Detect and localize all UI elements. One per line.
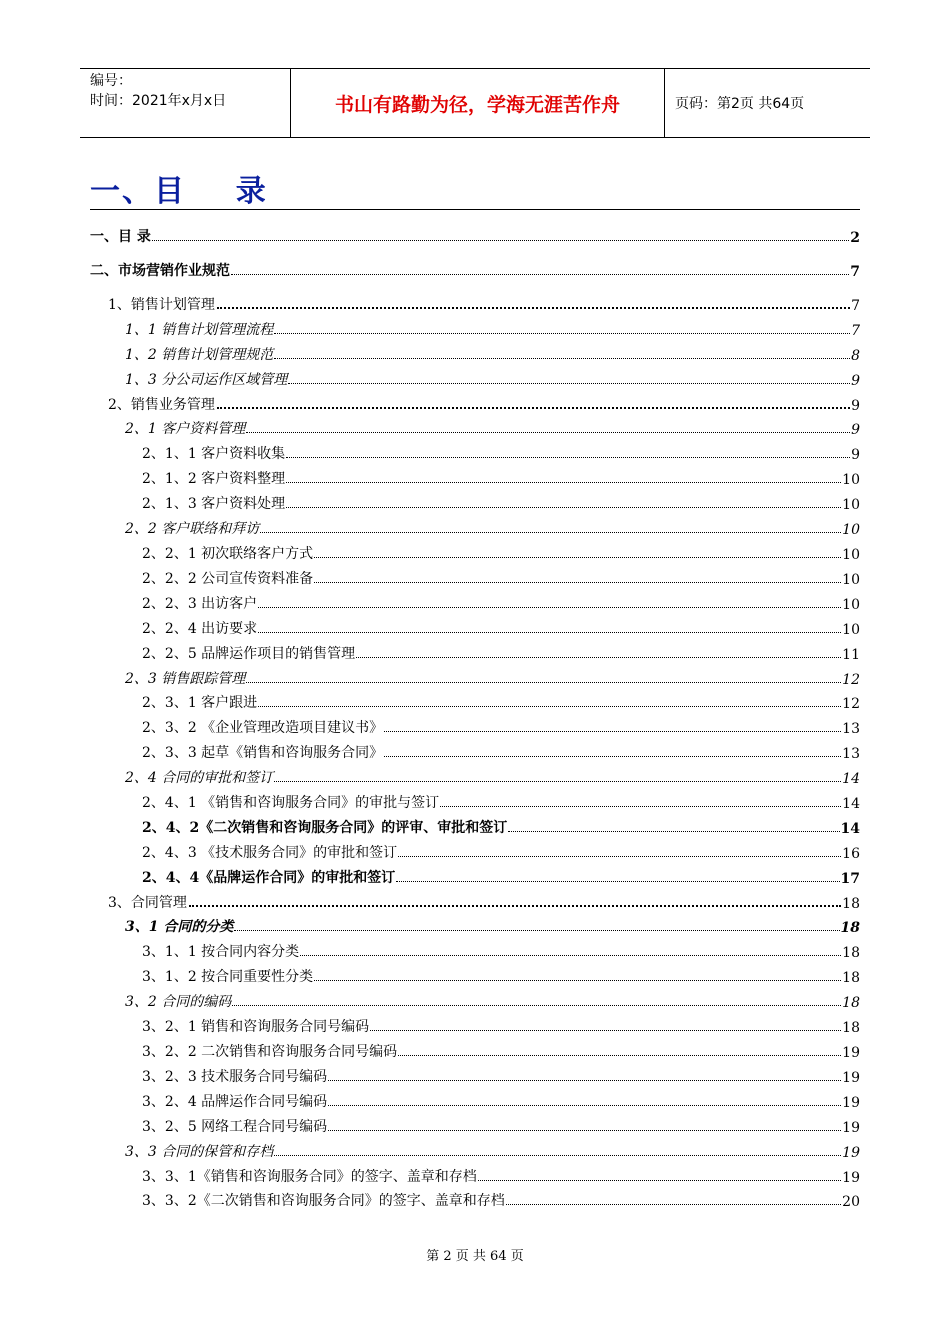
toc-entry-page: 18 xyxy=(840,920,860,936)
toc-entry-page: 18 xyxy=(842,995,860,1011)
toc-entry-page: 13 xyxy=(842,721,860,737)
toc-leader xyxy=(314,582,841,583)
toc-leader xyxy=(189,905,841,907)
toc-entry-page: 7 xyxy=(850,264,860,280)
toc-entry-page: 10 xyxy=(842,547,860,563)
toc-entry-page: 13 xyxy=(842,746,860,762)
toc-entry-text: 3、1 合同的分类 xyxy=(125,919,234,935)
toc-entry-page: 11 xyxy=(842,647,860,663)
toc-entry[interactable] xyxy=(142,489,860,513)
toc-leader xyxy=(152,240,849,241)
toc-entry-text: 2、1、1 客户资料收集 xyxy=(142,446,286,462)
toc-entry-page: 18 xyxy=(842,896,860,912)
toc-entry[interactable] xyxy=(108,888,860,912)
toc-entry-text: 2、2、5 品牌运作项目的销售管理 xyxy=(142,646,356,662)
toc-entry-text: 2、2 客户联络和拜访 xyxy=(125,521,260,537)
toc-leader xyxy=(258,607,841,608)
toc-leader xyxy=(356,657,841,658)
toc-entry-text: 2、1、3 客户资料处理 xyxy=(142,496,286,512)
toc-entry-text: 2、2、3 出访客户 xyxy=(142,596,258,612)
toc-leader xyxy=(508,831,839,832)
toc-leader xyxy=(246,432,850,433)
toc-entry-page: 19 xyxy=(842,1145,860,1161)
toc-entry[interactable] xyxy=(125,763,860,787)
toc-entry[interactable] xyxy=(142,1037,860,1061)
toc-leader xyxy=(396,881,839,882)
toc-entry-text: 2、4、1 《销售和咨询服务合同》的审批与签订 xyxy=(142,795,440,811)
toc-leader xyxy=(286,482,841,483)
toc-entry-text: 3、2、5 网络工程合同号编码 xyxy=(142,1119,328,1135)
toc-entry-text: 2、3、2 《企业管理改造项目建议书》 xyxy=(142,720,384,736)
toc-entry[interactable] xyxy=(142,738,860,762)
toc-entry[interactable] xyxy=(125,1137,860,1161)
toc-entry-text: 2、3、1 客户跟进 xyxy=(142,695,258,711)
toc-entry[interactable] xyxy=(142,838,860,862)
toc-entry[interactable] xyxy=(142,614,860,638)
toc-entry[interactable] xyxy=(142,1087,860,1111)
toc-entry[interactable] xyxy=(90,222,860,246)
toc-entry-page: 10 xyxy=(842,622,860,638)
toc-leader xyxy=(314,980,841,981)
toc-entry-text: 3、2、1 销售和咨询服务合同号编码 xyxy=(142,1019,370,1035)
toc-entry-text: 3、2 合同的编码 xyxy=(125,994,232,1010)
toc-entry[interactable] xyxy=(125,414,860,438)
toc-entry-page: 14 xyxy=(842,796,860,812)
toc-entry[interactable] xyxy=(125,340,860,364)
toc-entry[interactable] xyxy=(108,290,860,314)
header-meta xyxy=(80,69,291,137)
toc-entry-text: 3、2、2 二次销售和咨询服务合同号编码 xyxy=(142,1044,398,1060)
toc-entry-text: 1、3 分公司运作区域管理 xyxy=(125,372,288,388)
toc-entry[interactable] xyxy=(142,564,860,588)
toc-entry-text: 2、2、4 出访要求 xyxy=(142,621,258,637)
toc-entry[interactable] xyxy=(142,788,860,812)
toc-entry-text: 一、目 录 xyxy=(90,229,151,245)
toc-entry-page: 9 xyxy=(851,447,860,463)
page-title: 一、目 录 xyxy=(90,174,268,209)
toc-leader xyxy=(328,1080,841,1081)
toc-entry[interactable] xyxy=(142,1162,860,1186)
toc-entry-page: 16 xyxy=(842,846,860,862)
toc-entry-page: 10 xyxy=(842,472,860,488)
toc-entry-text: 2、3、3 起草《销售和咨询服务合同》 xyxy=(142,745,384,761)
toc-entry-page: 14 xyxy=(842,771,860,787)
toc-entry[interactable] xyxy=(142,639,860,663)
toc-entry-text: 二、市场营销作业规范 xyxy=(90,263,230,279)
toc-entry-page: 19 xyxy=(842,1070,860,1086)
toc-entry-text: 3、2、4 品牌运作合同号编码 xyxy=(142,1094,328,1110)
toc-entry-text: 2、4、3 《技术服务合同》的审批和签订 xyxy=(142,845,398,861)
toc-entry[interactable] xyxy=(142,539,860,563)
toc-entry[interactable] xyxy=(142,1112,860,1136)
toc-entry[interactable] xyxy=(142,464,860,488)
toc-entry[interactable] xyxy=(142,937,860,961)
toc-entry[interactable] xyxy=(125,912,860,936)
toc-leader xyxy=(314,557,841,558)
toc-leader xyxy=(260,532,841,533)
header-motto: 书山有路勤为径，学海无涯苦作舟 xyxy=(291,69,665,137)
toc-entry-page: 19 xyxy=(842,1170,860,1186)
toc-entry[interactable] xyxy=(108,390,860,414)
toc-entry[interactable] xyxy=(125,315,860,339)
header-page-info: 页码：第2页 共64页 xyxy=(675,96,805,112)
toc-leader xyxy=(300,955,841,956)
toc-leader xyxy=(217,307,850,309)
toc-entry[interactable] xyxy=(142,863,860,887)
toc-entry-page: 10 xyxy=(842,497,860,513)
toc-entry-page: 8 xyxy=(851,348,860,364)
toc-entry-page: 17 xyxy=(840,871,860,887)
toc-entry-page: 19 xyxy=(842,1095,860,1111)
toc-leader xyxy=(328,1130,841,1131)
toc-entry-text: 2、2、1 初次联络客户方式 xyxy=(142,546,314,562)
toc-entry-text: 2、3 销售跟踪管理 xyxy=(125,671,246,687)
toc-entry-page: 19 xyxy=(842,1120,860,1136)
toc-leader xyxy=(328,1105,841,1106)
toc-entry-text: 3、1、2 按合同重要性分类 xyxy=(142,969,314,985)
toc-entry-page: 18 xyxy=(842,945,860,961)
toc-leader xyxy=(231,274,849,275)
toc-entry-page: 10 xyxy=(842,522,860,538)
toc-leader xyxy=(234,930,839,931)
toc-entry-text: 3、3、2《二次销售和咨询服务合同》的签字、盖章和存档 xyxy=(142,1193,505,1209)
toc-leader xyxy=(217,407,850,409)
toc-entry-page: 9 xyxy=(851,422,860,438)
toc-leader xyxy=(274,333,850,334)
page-footer: 第 2 页 共 64 页 xyxy=(426,1249,524,1264)
toc-entry[interactable] xyxy=(142,962,860,986)
toc-entry-page: 7 xyxy=(851,323,860,339)
toc-entry-text: 2、1 客户资料管理 xyxy=(125,421,246,437)
toc-entry[interactable] xyxy=(142,1062,860,1086)
toc-leader xyxy=(274,781,841,782)
toc-entry-text: 3、1、1 按合同内容分类 xyxy=(142,944,300,960)
toc-leader xyxy=(258,706,841,707)
toc-entry[interactable] xyxy=(142,589,860,613)
toc-entry-text: 2、销售业务管理 xyxy=(108,397,215,413)
toc-entry[interactable] xyxy=(142,688,860,712)
toc-entry-page: 20 xyxy=(842,1194,860,1210)
toc-leader xyxy=(384,756,841,757)
toc-entry[interactable] xyxy=(125,514,860,538)
toc-entry[interactable] xyxy=(142,813,860,837)
toc-entry-page: 10 xyxy=(842,572,860,588)
toc-leader xyxy=(506,1204,841,1205)
toc-entry-text: 2、1、2 客户资料整理 xyxy=(142,471,286,487)
toc-entry-text: 2、4 合同的审批和签订 xyxy=(125,770,274,786)
toc-leader xyxy=(286,507,841,508)
toc-entry-text: 1、1 销售计划管理流程 xyxy=(125,322,274,338)
toc-entry[interactable] xyxy=(125,987,860,1011)
toc-entry-page: 19 xyxy=(842,1045,860,1061)
toc-entry-text: 3、3 合同的保管和存档 xyxy=(125,1144,274,1160)
toc-entry-text: 1、销售计划管理 xyxy=(108,297,215,313)
toc-leader xyxy=(274,1155,841,1156)
toc-entry-text: 3、3、1《销售和咨询服务合同》的签字、盖章和存档 xyxy=(142,1169,477,1185)
toc-entry-page: 2 xyxy=(850,230,860,246)
toc-leader xyxy=(274,358,850,359)
toc-entry-page: 10 xyxy=(842,597,860,613)
toc-entry-text: 2、4、2《二次销售和咨询服务合同》的评审、审批和签订 xyxy=(142,820,508,836)
toc-entry-page: 18 xyxy=(842,970,860,986)
toc-entry-text: 1、2 销售计划管理规范 xyxy=(125,347,274,363)
toc-leader xyxy=(478,1180,841,1181)
toc-leader xyxy=(370,1030,841,1031)
page-header xyxy=(80,68,870,138)
toc-leader xyxy=(246,682,841,683)
toc-entry[interactable] xyxy=(142,439,860,463)
toc-entry[interactable] xyxy=(142,1186,860,1210)
toc-leader xyxy=(398,1055,841,1056)
toc-leader xyxy=(286,457,850,458)
toc-entry[interactable] xyxy=(90,256,860,280)
document-time: 时间：2021年x月x日 xyxy=(90,93,227,109)
toc-entry-text: 2、2、2 公司宣传资料准备 xyxy=(142,571,314,587)
toc-entry-page: 14 xyxy=(840,821,860,837)
toc-leader xyxy=(384,731,841,732)
toc-entry-page: 12 xyxy=(842,672,860,688)
toc-entry[interactable] xyxy=(125,365,860,389)
toc-entry[interactable] xyxy=(125,664,860,688)
toc-leader xyxy=(398,856,841,857)
toc-entry-text: 3、合同管理 xyxy=(108,895,187,911)
toc-leader xyxy=(232,1005,841,1006)
toc-entry-page: 9 xyxy=(851,398,860,414)
toc-entry-text: 2、4、4《品牌运作合同》的审批和签订 xyxy=(142,870,396,886)
toc-entry[interactable] xyxy=(142,1012,860,1036)
document-number-label: 编号： xyxy=(90,73,132,89)
toc-leader xyxy=(288,383,850,384)
title-divider xyxy=(90,209,860,210)
toc-entry-page: 7 xyxy=(851,298,860,314)
toc-entry-page: 9 xyxy=(851,373,860,389)
toc-entry-page: 12 xyxy=(842,696,860,712)
toc-leader xyxy=(258,632,841,633)
toc-leader xyxy=(440,806,841,807)
toc-entry-text: 3、2、3 技术服务合同号编码 xyxy=(142,1069,328,1085)
toc-entry-page: 18 xyxy=(842,1020,860,1036)
toc-entry[interactable] xyxy=(142,713,860,737)
